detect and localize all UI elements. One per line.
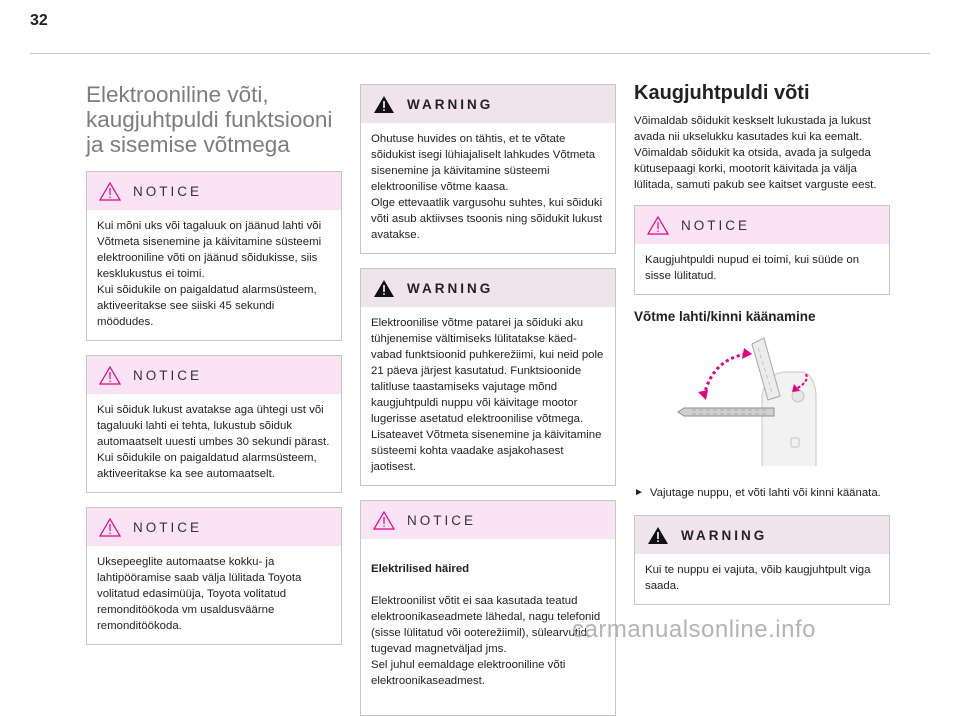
warning-triangle-icon — [373, 279, 395, 298]
notice-text: Kui mõni uks või tagaluuk on jäänud lahti või Võtmeta sisenemine ja käivitamine süsteemi elektrooniline võti on jäänud sõidukisse, siis kesklukustus ei toimi. Kui sõidukile on paigaldatud alarmsüsteem, aktiveeritakse see siiski 45 sekundi möödudes. — [97, 220, 322, 328]
rotation-arrowhead-bottom — [698, 390, 708, 400]
bullet-arrow-icon: ► — [634, 487, 644, 498]
warning-text: Elektroonilise võtme patarei ja sõiduki aku tühjenemise vältimiseks lülitatakse käed-vabad funktsioonid puhkerežiimi, kui neid pole 21 päeva järjest kasutatud. Funktsioonide talitluse taastamiseks vajutage mõnd kaugjuhtpuldi nuppu või käivitage mootor lugerisse asetatud elektroonilise võtmega. Lisateavet Võtmeta sisenemine ja käivitamine süsteemi kohta vaadake asjakohasest jaotisest. — [371, 317, 604, 473]
notice-triangle-icon — [99, 182, 121, 201]
notice-box-2 — [86, 355, 342, 493]
instruction-text: Vajutage nuppu, et võti lahti või kinni käänata. — [649, 487, 881, 499]
header-divider — [30, 53, 930, 54]
key-blade-vertical — [752, 338, 780, 400]
warning-label: WARNING — [681, 527, 768, 543]
notice-text: Elektroonilist võtit ei saa kasutada teatud elektroonikaseadmete lähedal, nagu telefonid (sisse lülitatud või ooterežiimil), sülearvutid, tugevad magnetväljad jms. Sel juhul eemaldage elektrooniline võti elektroonikaseadmest. — [371, 595, 601, 687]
key-fold-illustration — [634, 334, 890, 470]
notice-triangle-icon — [99, 518, 121, 537]
warning-triangle-icon — [373, 95, 395, 114]
notice-text: Kaugjuhtpuldi nupud ei toimi, kui süüde on sisse lülitatud. — [645, 254, 860, 282]
instruction — [634, 485, 890, 501]
key-blade-horizontal — [678, 408, 774, 416]
notice-text: Kui sõiduk lukust avatakse aga ühtegi ust või tagaluuki lahti ei tehta, lukustub sõiduk automaatselt uuesti umbes 30 sekundi pärast. Kui sõidukile on paigaldatud alarmsüsteem, aktiveeritakse ka see automaatselt. — [97, 404, 330, 480]
notice-label: NOTICE — [407, 512, 477, 528]
warning-label: WARNING — [407, 280, 494, 296]
key-fold-subtitle: Võtme lahti/kinni käänamine — [634, 309, 816, 324]
remote-key-intro: Võimaldab sõidukit keskselt lukustada ja lukust avada nii ukselukku kasutades kui ka eemalt. Võimaldab sõidukit ka otsida, avada ja sulgeda kütusepaagi korki, mootorit käivitada ja välja lülitada, samuti pakub see kaitset varguste eest. — [634, 115, 877, 191]
left-column — [86, 70, 342, 645]
warning-triangle-icon — [647, 526, 669, 545]
section-title: Elektrooniline võti, kaugjuhtpuldi funktsiooni ja sisemise võtmega — [86, 82, 333, 157]
notice-box-1 — [86, 171, 342, 341]
notice-label: NOTICE — [133, 183, 203, 199]
rotation-arrowhead-top — [742, 348, 752, 359]
watermark: carmanualsonline.info — [572, 616, 816, 643]
notice-triangle-icon — [99, 366, 121, 385]
warning-text: Kui te nuppu ei vajuta, võib kaugjuhtpult viga saada. — [645, 564, 871, 592]
warning-box-1 — [360, 84, 616, 254]
notice-box-electrical — [360, 500, 616, 716]
remote-button — [792, 390, 804, 402]
notice-box-remote — [634, 205, 890, 295]
right-column — [634, 70, 890, 605]
notice-triangle-icon — [373, 511, 395, 530]
warning-box-2 — [360, 268, 616, 486]
warning-label: WARNING — [407, 96, 494, 112]
notice-label: NOTICE — [681, 217, 751, 233]
notice-heading: Elektrilised häired — [371, 563, 470, 575]
page-number: 32 — [30, 12, 48, 29]
rotation-arrow — [704, 354, 746, 396]
warning-box-remote — [634, 515, 890, 605]
remote-key-title: Kaugjuhtpuldi võti — [634, 82, 810, 104]
notice-text: Uksepeeglite automaatse kokku- ja lahtipööramise saab välja lülitada Toyota volitatud edasimüüja, Toyota volitatud remonditöökoda vm usaldusväärne remonditöökoda. — [97, 556, 302, 632]
warning-text: Ohutuse huvides on tähtis, et te võtate sõidukist isegi lühiajaliselt lahkudes Võtmeta sisenemine ja käivitamine süsteemi elektroonilise võtme kaasa. Olge ettevaatlik vargusohu suhtes, kui sõiduki võti asub aktiivses tsoonis ning sõidukit lukust avatakse. — [371, 133, 603, 241]
notice-label: NOTICE — [133, 519, 203, 535]
notice-triangle-icon — [647, 216, 669, 235]
notice-label: NOTICE — [133, 367, 203, 383]
notice-box-3 — [86, 507, 342, 645]
